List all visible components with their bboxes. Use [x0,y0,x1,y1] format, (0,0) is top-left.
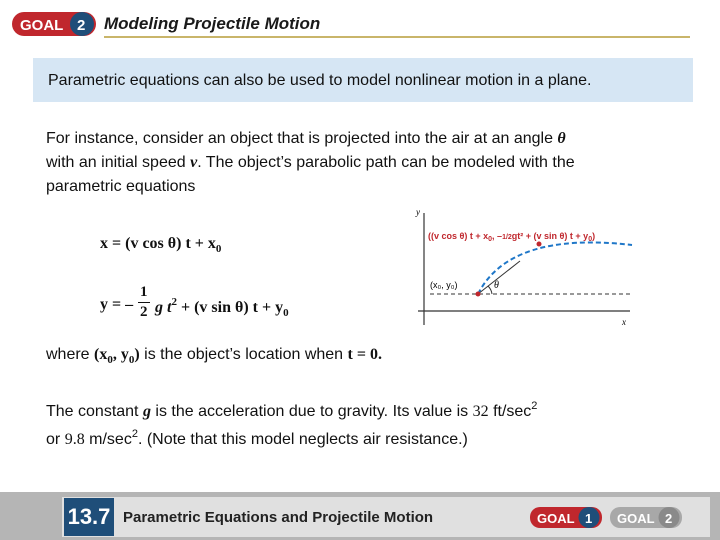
graph-start-label: (x₀, y₀) [430,280,458,290]
gravity-ft-exp: 2 [531,400,538,412]
para1-line1-text: For instance, consider an object that is projected into the air at an angle [46,130,553,147]
para3-a: The constant [46,403,139,420]
para3-c: . (Note that this model neglects air resistance.) [137,431,468,448]
gravity-ft-unit: ft/sec [493,403,532,420]
y-eq-gt: g t [155,299,172,316]
y-eq-sub: 0 [283,307,289,319]
initial-velocity-line [478,261,520,294]
projectile-graph [410,203,638,331]
start-point [476,292,481,297]
x-equation [100,235,221,255]
fraction-bar [138,302,150,303]
angle-arc [488,286,492,294]
fraction-numerator: 1 [140,284,148,300]
section-number: 13.7 [64,498,114,536]
projectile-path [478,242,632,294]
para2-rest: is the object’s location when [144,346,344,363]
graph-x-label: x [622,317,626,327]
para1-line2-a: with an initial speed [46,154,186,171]
para3-b: is the acceleration due to gravity. Its value is [155,403,469,420]
goal-2-badge [12,10,96,38]
graph-angle-label: θ [494,280,499,291]
para1-line2 [46,151,575,175]
paragraph-1 [46,127,575,199]
footer-title: Parametric Equations and Projectile Motion [123,509,434,526]
v-symbol: v [190,154,198,171]
intro-text: Parametric equations can also be used to model nonlinear motion in a plane. [48,72,592,89]
graph-point-label: ((v cos θ) $t + x_0$, –1/2gt² + (v sin θ) $t + y_0$) [428,231,596,243]
page-title: Modeling Projectile Motion [104,14,321,33]
y-eq-rest: + (v sin θ) t + y [180,299,284,316]
goal-2-number: 2 [665,511,673,526]
para3-line1 [46,395,537,423]
goal-1-nav-button[interactable] [530,505,602,530]
badge-number: 2 [77,17,86,34]
theta-symbol: θ [557,130,566,147]
badge-word: GOAL [20,17,64,34]
x-equation-sub: 0 [215,243,222,255]
location-expression: ($x_0$, $y_0$) [94,346,140,366]
para3-line2 [46,423,537,451]
para1-line1 [46,127,575,151]
para2-where: where [46,346,90,363]
goal-1-word: GOAL [537,511,575,526]
paragraph-2 [46,343,382,372]
gravity-m-unit: m/sec [89,431,132,448]
path-point [537,242,542,247]
x-equation-text: x = (v cos θ) t + x [100,235,216,252]
para3-or: or [46,431,61,448]
graph-y-label: y [416,207,420,217]
y-eq-exp: 2 [171,296,177,308]
para1-line2-b: . The object’s parabolic path can be modeled with the [197,154,575,171]
header-divider [104,36,690,38]
fraction-denominator: 2 [140,304,148,320]
paragraph-3 [46,395,537,451]
goal-2-word: GOAL [617,511,655,526]
gravity-m-value: 9.8 [64,431,85,448]
t-equals-zero: t = 0. [347,346,382,363]
para1-line3: parametric equations [46,178,196,195]
g-symbol: g [142,403,151,420]
goal-1-number: 1 [585,511,593,526]
y-equation-lhs: y = – [100,296,134,313]
gravity-m-exp: 2 [131,428,138,440]
y-equation-rhs [155,296,289,319]
goal-2-nav-button[interactable] [610,505,682,530]
gravity-ft-value: 32 [472,403,489,420]
